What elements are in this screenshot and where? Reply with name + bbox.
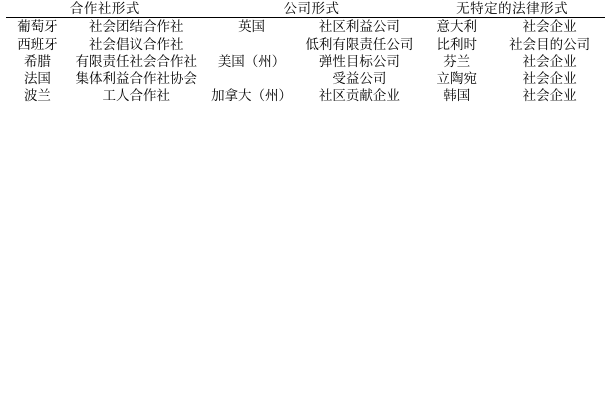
table-row <box>6 36 605 53</box>
cell-coop-country: 法国 <box>23 71 51 87</box>
cell-other-form: 社会企业 <box>522 71 577 87</box>
cell-other-country: 比利时 <box>436 36 477 52</box>
cell-company-country <box>204 36 300 53</box>
cell-company-country: 加拿大（州） <box>211 88 293 104</box>
table-row <box>6 70 605 87</box>
group-header-company: 公司形式 <box>283 1 340 16</box>
table-head <box>6 0 605 18</box>
cell-coop-form: 有限责任社会合作社 <box>75 53 198 69</box>
cell-company-form: 社区利益公司 <box>318 19 400 35</box>
table-row <box>6 53 605 70</box>
cell-other-country: 芬兰 <box>443 53 471 69</box>
cell-coop-country: 波兰 <box>23 88 51 104</box>
cell-other-form: 社会目的公司 <box>509 36 591 52</box>
cell-other-form: 社会企业 <box>522 53 577 69</box>
legal-forms-table <box>6 0 605 105</box>
cell-company-form: 受益公司 <box>332 71 387 87</box>
cell-company-country <box>204 70 300 87</box>
cell-company-form: 社区贡献企业 <box>318 88 400 104</box>
cell-company-form: 弹性目标公司 <box>318 53 400 69</box>
cell-coop-country: 西班牙 <box>17 36 58 52</box>
table-body <box>6 18 605 104</box>
cell-other-country: 韩国 <box>443 88 471 104</box>
cell-coop-country: 希腊 <box>23 53 51 69</box>
cell-coop-form: 工人合作社 <box>102 88 171 104</box>
cell-coop-form: 社会团结合作社 <box>89 19 184 35</box>
cell-coop-form: 社会倡议合作社 <box>89 36 184 52</box>
table-row <box>6 87 605 104</box>
cell-other-form: 社会企业 <box>522 19 577 35</box>
cell-coop-country: 葡萄牙 <box>17 19 58 35</box>
table-group-header-row <box>6 0 605 18</box>
cell-company-form: 低利有限责任公司 <box>305 36 414 52</box>
table-row <box>6 18 605 35</box>
group-header-other: 无特定的法律形式 <box>456 1 569 16</box>
group-header-cooperative: 合作社形式 <box>69 1 140 16</box>
cell-other-form: 社会企业 <box>522 88 577 104</box>
cell-coop-form: 集体利益合作社协会 <box>75 71 198 87</box>
cell-other-country: 意大利 <box>436 19 477 35</box>
cell-company-country: 英国 <box>238 19 266 35</box>
cell-company-country: 美国（州） <box>217 53 286 69</box>
cell-other-country: 立陶宛 <box>436 71 477 87</box>
